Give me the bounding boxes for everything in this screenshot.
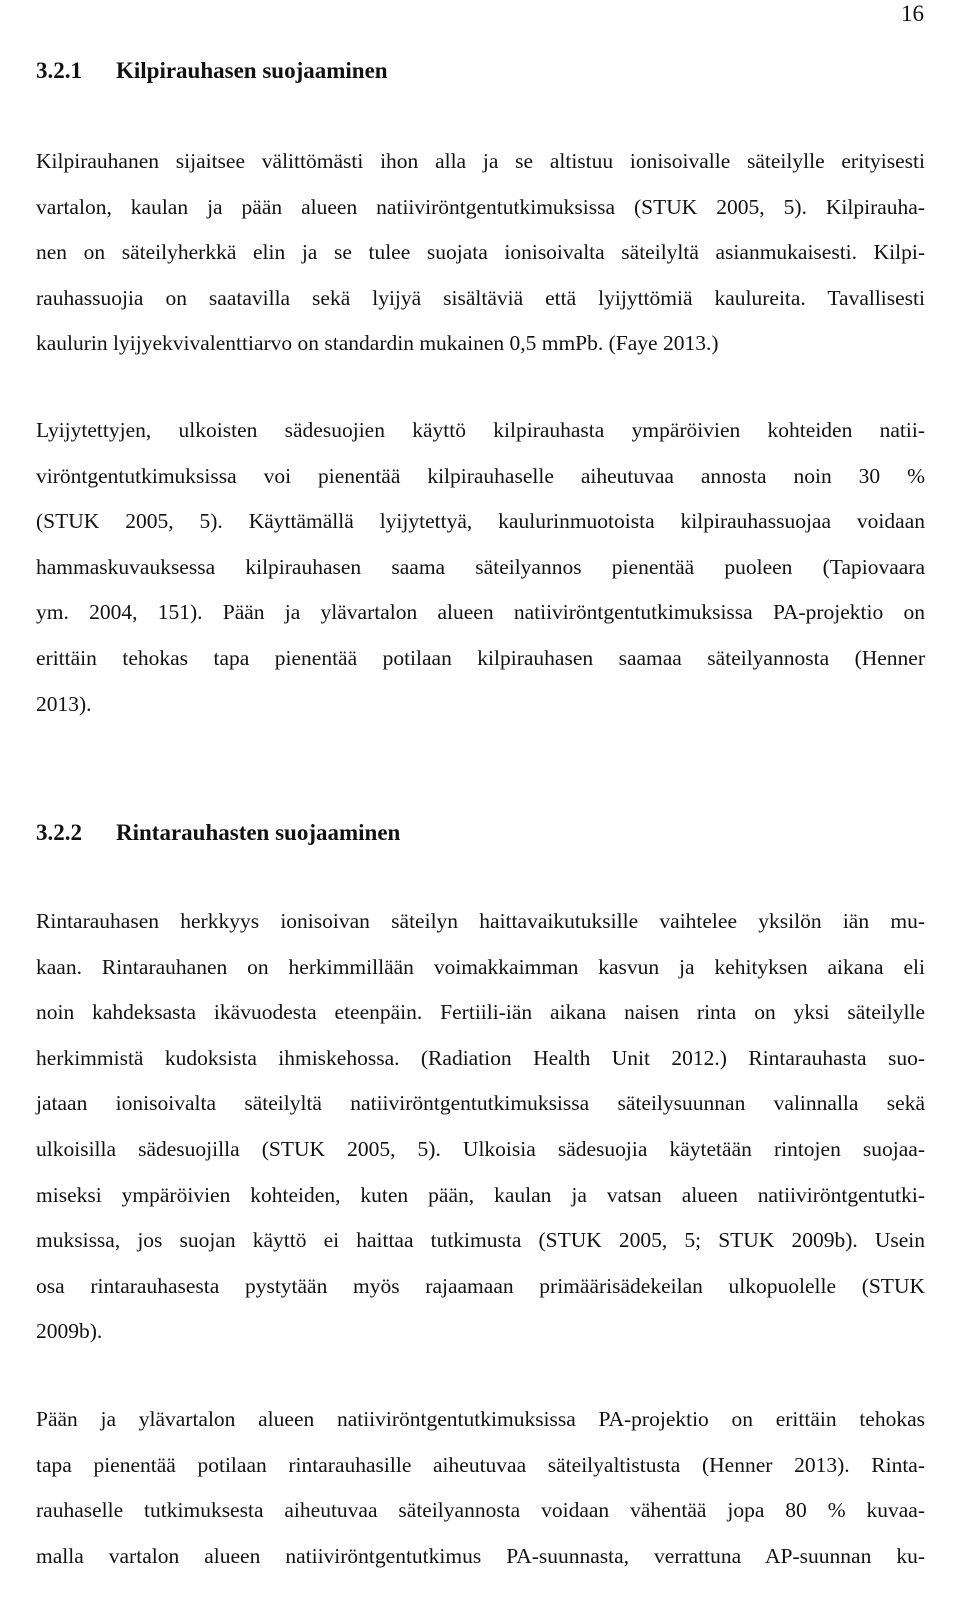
text-line: Lyijytettyjen, ulkoisten sädesuojien käyttö kilpirauhasta ympäröivien kohteiden natii- [36, 418, 925, 442]
text-line: malla vartalon alueen natiiviröntgentutkimus PA-suunnasta, verrattuna AP-suunnan ku- [36, 1543, 925, 1568]
text-line: hammaskuvauksessa kilpirauhasen saama säteilyannos pienentää puoleen (Tapiovaara [36, 554, 925, 579]
section-heading-3-2-2 [36, 818, 400, 848]
paragraph-thyroid-1 [36, 139, 925, 367]
paragraph-thyroid-2 [36, 408, 925, 727]
text-line: kaan. Rintarauhanen on herkimmillään voimakkaimman kasvun ja kehityksen aikana eli [36, 954, 925, 979]
paragraph-breast-2 [36, 1397, 925, 1579]
text-line: Kilpirauhanen sijaitsee välittömästi ihon alla ja se altistuu ionisoivalle säteilylle erityisesti [36, 149, 925, 173]
text-line: Pään ja ylävartalon alueen natiiviröntgentutkimuksissa PA-projektio on erittäin tehokas [36, 1407, 925, 1431]
paragraph-breast-1 [36, 899, 925, 1355]
section-heading-3-2-1 [36, 56, 388, 86]
text-line: kaulurin lyijyekvivalenttiarvo on standardin mukainen 0,5 mmPb. (Faye 2013.) [36, 331, 719, 356]
text-line: nen on säteilyherkkä elin ja se tulee suojata ionisoivalta säteilyltä asianmukaisesti. Kilpi- [36, 240, 925, 265]
text-line: rauhassuojia on saatavilla sekä lyijyä sisältäviä että lyijyttömiä kaulureita. Tavallisesti [36, 285, 925, 310]
text-line: tapa pienentää potilaan rintarauhasille aiheutuvaa säteilyaltistusta (Henner 2013). Rinta- [36, 1452, 925, 1477]
text-line: rauhaselle tutkimuksesta aiheutuvaa säteilyannosta voidaan vähentää jopa 80 % kuvaa- [36, 1498, 925, 1523]
section-number: 3.2.1 [36, 58, 82, 83]
text-line: Rintarauhasen herkkyys ionisoivan säteilyn haittavaikutuksille vaihtelee yksilön iän mu- [36, 909, 925, 933]
text-line: miseksi ympäröivien kohteiden, kuten pään, kaulan ja vatsan alueen natiiviröntgentutki- [36, 1182, 925, 1207]
text-line: ym. 2004, 151). Pään ja ylävartalon alueen natiiviröntgentutkimuksissa PA-projektio on [36, 600, 925, 625]
section-title: Rintarauhasten suojaaminen [116, 820, 401, 845]
text-line: 2009b). [36, 1319, 103, 1344]
text-line: ulkoisilla sädesuojilla (STUK 2005, 5). Ulkoisia sädesuojia käytetään rintojen suojaa- [36, 1136, 925, 1161]
text-line: noin kahdeksasta ikävuodesta eteenpäin. Fertiili-iän aikana naisen rinta on yksi säteilylle [36, 1000, 925, 1025]
section-title: Kilpirauhasen suojaaminen [116, 58, 388, 83]
page-number: 16 [901, 1, 924, 26]
text-line: muksissa, jos suojan käyttö ei haittaa tutkimusta (STUK 2005, 5; STUK 2009b). Usein [36, 1228, 925, 1253]
text-line: vartalon, kaulan ja pään alueen natiiviröntgentutkimuksissa (STUK 2005, 5). Kilpirauha- [36, 194, 925, 219]
text-line: erittäin tehokas tapa pienentää potilaan kilpirauhasen saamaa säteilyannosta (Henner [36, 645, 925, 670]
text-line: 2013). [36, 691, 92, 716]
text-line: jataan ionisoivalta säteilyltä natiiviröntgentutkimuksissa säteilysuunnan valinnalla sekä [36, 1091, 925, 1116]
section-number: 3.2.2 [36, 820, 82, 845]
text-line: (STUK 2005, 5). Käyttämällä lyijytettyä, kaulurinmuotoista kilpirauhassuojaa voidaan [36, 509, 925, 534]
text-line: viröntgentutkimuksissa voi pienentää kilpirauhaselle aiheutuvaa annosta noin 30 % [36, 463, 925, 488]
text-line: herkimmistä kudoksista ihmiskehossa. (Radiation Health Unit 2012.) Rintarauhasta suo- [36, 1045, 925, 1070]
text-line: osa rintarauhasesta pystytään myös rajaamaan primäärisädekeilan ulkopuolelle (STUK [36, 1273, 925, 1298]
